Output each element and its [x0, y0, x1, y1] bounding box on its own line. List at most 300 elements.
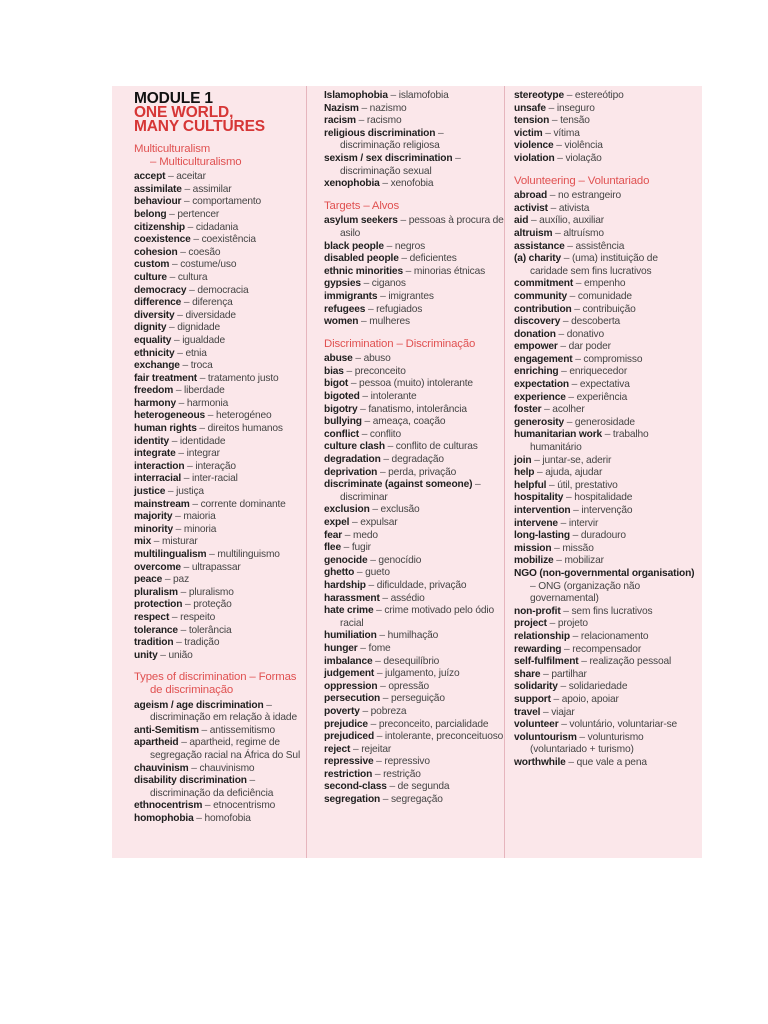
english-term: solidarity [514, 681, 558, 693]
dash-separator: – [383, 240, 395, 252]
english-term: exchange [134, 360, 180, 372]
portuguese-translation: heterogéneo [215, 410, 272, 422]
english-term: overcome [134, 561, 181, 573]
dash-separator: – [348, 378, 360, 390]
glossary-entry [514, 568, 698, 606]
english-term: diversity [134, 309, 175, 321]
english-term: Nazism [324, 102, 359, 114]
dash-separator: – [350, 743, 362, 755]
glossary-entry [514, 467, 698, 480]
dash-separator: – [561, 253, 572, 265]
glossary-entry [324, 266, 504, 279]
english-term: discriminate (against someone) [324, 479, 473, 491]
portuguese-translation: útil, prestativo [557, 479, 618, 491]
english-term: fair treatment [134, 372, 198, 384]
portuguese-translation: identidade [179, 435, 226, 447]
glossary-entry [324, 504, 504, 517]
dash-separator: – [181, 183, 193, 195]
portuguese-translation: intervenção [581, 505, 633, 516]
glossary-entry [514, 140, 698, 153]
portuguese-translation: genocídio [378, 554, 422, 566]
portuguese-translation: auxílio, auxiliar [539, 215, 605, 227]
dash-separator: – [402, 265, 414, 277]
glossary-entry [324, 215, 504, 240]
glossary-entry [324, 593, 504, 606]
dash-separator: – [359, 705, 371, 717]
portuguese-translation: experiência [576, 391, 628, 403]
glossary-entry [324, 769, 504, 782]
portuguese-translation: dificuldade, privação [376, 579, 467, 591]
english-term: donation [514, 328, 556, 340]
english-term: peace [134, 574, 163, 586]
column-3-list [514, 90, 698, 769]
english-term: accept [134, 171, 166, 183]
english-term: freedom [134, 385, 174, 397]
portuguese-translation: troca [190, 360, 213, 372]
column-2 [324, 90, 504, 858]
portuguese-translation: abuso [363, 353, 391, 365]
dash-separator: – [558, 366, 570, 378]
glossary-entry [514, 341, 698, 354]
portuguese-translation: minorias étnicas [413, 265, 486, 277]
portuguese-translation: recompensador [572, 643, 642, 655]
portuguese-translation: relacionamento [580, 630, 649, 642]
glossary-entry [514, 543, 698, 556]
section-heading-line: Multiculturalism [134, 143, 211, 155]
portuguese-translation: coexistência [201, 234, 256, 246]
glossary-entry [134, 196, 304, 209]
dash-separator: – [198, 724, 210, 736]
portuguese-translation: voluntário, voluntariar-se [569, 719, 678, 731]
dash-separator: – [352, 353, 364, 365]
dash-separator: – [549, 115, 561, 127]
dash-separator: – [555, 328, 567, 340]
glossary-entry [324, 115, 504, 128]
english-term: unsafe [514, 102, 546, 114]
column-1-list [134, 143, 304, 825]
english-term: bullying [324, 416, 362, 428]
glossary-entry [324, 316, 504, 329]
dash-separator: – [552, 227, 564, 239]
glossary-entry [514, 316, 698, 329]
dash-separator: – [573, 278, 584, 290]
dash-separator: – [181, 196, 193, 208]
dash-separator: – [151, 536, 162, 548]
dash-separator: – [202, 800, 214, 812]
glossary-entry [134, 524, 304, 537]
english-term: chauvinism [134, 762, 189, 774]
glossary-entry [134, 587, 304, 600]
portuguese-translation: tratamento justo [207, 372, 279, 384]
glossary-entry [514, 757, 698, 770]
glossary-entry [324, 467, 504, 480]
glossary-entry [324, 454, 504, 467]
portuguese-translation: dignidade [177, 322, 221, 334]
glossary-entry [324, 241, 504, 254]
dash-separator: – [397, 215, 409, 227]
dash-separator: – [452, 152, 461, 164]
glossary-entry [324, 416, 504, 429]
portuguese-translation: expulsar [360, 517, 398, 528]
english-term: generosity [514, 416, 565, 428]
english-term: ageism / age discrimination [134, 699, 264, 711]
portuguese-translation: intolerante, preconceituoso [384, 731, 504, 743]
dash-separator: – [557, 517, 569, 529]
english-term: protection [134, 599, 183, 611]
english-term: abroad [514, 190, 548, 202]
portuguese-translation: comportamento [192, 196, 262, 208]
english-term: non-profit [514, 605, 561, 617]
portuguese-translation: (uma) instituição de caridade sem fins lucrativos [530, 253, 658, 277]
english-term: repressive [324, 756, 374, 768]
column-3 [514, 90, 698, 858]
portuguese-translation: pertencer [177, 208, 220, 220]
portuguese-translation: diversidade [185, 309, 236, 321]
english-term: mobilize [514, 555, 554, 567]
glossary-entry [324, 366, 504, 379]
english-term: unity [134, 649, 158, 661]
glossary-entry [514, 354, 698, 367]
english-term: second-class [324, 781, 387, 793]
portuguese-translation: tensão [560, 115, 590, 127]
portuguese-translation: degradação [391, 454, 444, 466]
portuguese-translation: chauvinismo [199, 762, 255, 774]
glossary-entry [514, 644, 698, 657]
english-term: discovery [514, 316, 561, 328]
portuguese-translation: volunturismo (voluntariado + turismo) [530, 731, 644, 756]
english-term: empower [514, 341, 558, 353]
glossary-entry [324, 291, 504, 304]
glossary-entry [324, 253, 504, 266]
glossary-entry [514, 329, 698, 342]
english-term: altruism [514, 227, 553, 239]
portuguese-translation: multilinguismo [217, 549, 280, 560]
glossary-entry [514, 618, 698, 631]
glossary-entry [134, 813, 304, 826]
english-term: pluralism [134, 586, 178, 598]
section-heading-line: Discrimination – Discriminação [324, 337, 476, 350]
english-term: intervention [514, 505, 571, 516]
glossary-entry [514, 203, 698, 216]
english-term: voluntourism [514, 731, 577, 743]
dash-separator: – [546, 618, 558, 630]
glossary-entry [324, 605, 504, 630]
dash-separator: – [358, 102, 370, 114]
module-number: MODULE 1 [134, 90, 213, 107]
section-heading-line: – Multiculturalismo [150, 155, 242, 168]
glossary-entry [514, 455, 698, 468]
dash-separator: – [369, 504, 381, 516]
dash-separator: – [196, 423, 208, 435]
portuguese-translation: discriminação em relação à idade [150, 712, 297, 724]
portuguese-translation: integrar [186, 448, 220, 460]
portuguese-translation: ONG (organização não governamental) [530, 580, 640, 605]
portuguese-translation: respeito [180, 611, 216, 623]
glossary-entry [514, 228, 698, 241]
portuguese-translation: negros [394, 240, 426, 252]
glossary-entry [514, 681, 698, 694]
portuguese-translation: tradição [184, 637, 220, 649]
dash-separator: – [169, 259, 181, 271]
english-term: volunteer [514, 719, 559, 731]
portuguese-translation: ameaça, coação [372, 416, 446, 428]
glossary-entry [324, 441, 504, 454]
dash-separator: – [357, 642, 369, 654]
column-1 [134, 90, 304, 858]
portuguese-translation: gueto [365, 567, 390, 579]
dash-separator: – [547, 190, 558, 202]
english-term: activist [514, 202, 548, 214]
section-heading-line: Volunteering – Voluntariado [514, 174, 650, 187]
dash-separator: – [162, 574, 174, 586]
english-term: asylum seekers [324, 215, 398, 227]
glossary-entry [514, 518, 698, 531]
dash-separator: – [179, 360, 191, 372]
glossary-entry [324, 517, 504, 530]
dash-separator: – [380, 693, 391, 705]
portuguese-translation: missão [562, 542, 594, 554]
glossary-entry [134, 348, 304, 361]
english-term: homophobia [134, 812, 194, 824]
glossary-entry [134, 800, 304, 813]
portuguese-translation: ciganos [371, 278, 406, 290]
portuguese-translation: medo [352, 529, 378, 541]
english-term: difference [134, 297, 182, 309]
glossary-entry [324, 756, 504, 769]
glossary-entry [134, 222, 304, 235]
portuguese-translation: inter-racial [191, 473, 238, 485]
portuguese-translation: deficientes [409, 253, 457, 265]
glossary-entry [134, 209, 304, 222]
english-term: expel [324, 517, 350, 528]
dash-separator: – [182, 599, 194, 611]
glossary-entry [514, 732, 698, 757]
portuguese-translation: julgamento, juízo [385, 668, 460, 680]
glossary-entry [134, 335, 304, 348]
portuguese-translation: hospitalidade [574, 492, 633, 504]
dash-separator: – [528, 215, 540, 227]
english-term: bigoted [324, 391, 360, 403]
english-term: bigotry [324, 403, 358, 415]
glossary-page [112, 86, 702, 858]
dash-separator: – [169, 611, 181, 623]
dash-separator: – [372, 655, 384, 667]
english-term: restriction [324, 768, 373, 780]
glossary-entry [514, 304, 698, 317]
english-term: helpful [514, 479, 547, 491]
glossary-entry [324, 668, 504, 681]
portuguese-translation: assimilar [192, 183, 232, 195]
glossary-entry [324, 781, 504, 794]
portuguese-translation: humilhação [387, 630, 439, 642]
dash-separator: – [205, 410, 216, 422]
glossary-entry [134, 448, 304, 461]
dash-separator: – [534, 467, 546, 479]
glossary-entry [134, 473, 304, 486]
glossary-entry [324, 693, 504, 706]
portuguese-translation: ultrapassar [191, 561, 241, 573]
portuguese-translation: apartheid, regime de segregação racial na África do Sul [150, 737, 301, 761]
glossary-entry [134, 562, 304, 575]
glossary-entry [134, 184, 304, 197]
dash-separator: – [373, 756, 385, 768]
glossary-entry [324, 90, 504, 103]
glossary-entry [514, 278, 698, 291]
glossary-entry [514, 694, 698, 707]
portuguese-translation: inseguro [556, 102, 595, 114]
english-term: humanitarian work [514, 429, 603, 441]
portuguese-translation: refugiados [376, 303, 423, 315]
dash-separator: – [373, 605, 385, 617]
dash-separator: – [379, 178, 391, 190]
portuguese-translation: violência [564, 140, 603, 152]
english-term: project [514, 618, 547, 630]
portuguese-translation: que vale a pena [576, 756, 647, 768]
glossary-entry [514, 291, 698, 304]
dash-separator: – [571, 303, 583, 315]
glossary-entry [514, 392, 698, 405]
english-term: fear [324, 529, 343, 541]
dash-separator: – [193, 812, 205, 824]
dash-separator: – [166, 271, 178, 283]
dash-separator: – [377, 290, 389, 302]
portuguese-translation: sem fins lucrativos [571, 605, 653, 617]
dash-separator: – [197, 372, 208, 384]
portuguese-translation: assistência [575, 240, 625, 252]
portuguese-translation: mobilizar [564, 555, 604, 567]
module-header [134, 92, 304, 134]
dash-separator: – [561, 643, 573, 655]
dash-separator: – [374, 731, 385, 743]
glossary-entry [324, 128, 504, 153]
glossary-entry [514, 555, 698, 568]
module-title-line-2: MANY CULTURES [134, 118, 265, 135]
english-term: rewarding [514, 643, 562, 655]
glossary-entry [324, 479, 504, 504]
dash-separator: – [365, 303, 377, 315]
english-term: deprivation [324, 466, 378, 478]
english-term: interracial [134, 473, 182, 485]
dash-separator: – [435, 127, 444, 139]
dash-separator: – [174, 347, 186, 359]
english-term: exclusion [324, 504, 370, 516]
dash-separator: – [186, 284, 198, 296]
english-term: degradation [324, 454, 381, 466]
glossary-entry [134, 385, 304, 398]
english-term: humiliation [324, 630, 377, 642]
english-term: Islamophobia [324, 90, 388, 101]
english-term: harmony [134, 397, 176, 409]
dash-separator: – [377, 680, 389, 692]
english-term: disability discrimination [134, 775, 247, 787]
dash-separator: – [174, 309, 186, 321]
portuguese-translation: crime motivado pelo ódio racial [340, 605, 495, 629]
english-term: equality [134, 334, 172, 346]
portuguese-translation: paz [173, 574, 190, 586]
glossary-entry [324, 378, 504, 391]
portuguese-translation: viajar [551, 706, 575, 718]
dash-separator: – [175, 448, 187, 460]
english-term: support [514, 693, 551, 705]
glossary-entry [134, 398, 304, 411]
dash-separator: – [602, 429, 613, 441]
glossary-entry [134, 511, 304, 524]
portuguese-translation: fanatismo, intolerância [368, 403, 467, 415]
dash-separator: – [384, 441, 396, 453]
english-term: violence [514, 140, 554, 152]
portuguese-translation: intervir [568, 517, 599, 529]
glossary-entry [514, 606, 698, 619]
dash-separator: – [560, 316, 572, 328]
glossary-entry [514, 215, 698, 228]
glossary-entry [514, 669, 698, 682]
english-term: oppression [324, 680, 378, 692]
dash-separator: – [376, 630, 388, 642]
english-term: disabled people [324, 253, 399, 265]
portuguese-translation: generosidade [574, 416, 635, 428]
glossary-entry [324, 530, 504, 543]
dash-separator: – [184, 460, 196, 472]
portuguese-translation: juntar-se, aderir [542, 454, 612, 466]
dash-separator: – [564, 90, 575, 101]
english-term: ethnic minorities [324, 265, 403, 277]
portuguese-translation: ativista [558, 202, 590, 214]
english-term: sexism / sex discrimination [324, 152, 453, 164]
dash-separator: – [165, 486, 177, 498]
dash-separator: – [349, 517, 361, 528]
english-term: segregation [324, 794, 381, 806]
glossary-entry [324, 580, 504, 593]
english-term: black people [324, 240, 384, 252]
english-term: ethnocentrism [134, 800, 203, 812]
dash-separator: – [173, 523, 184, 535]
english-term: (a) charity [514, 253, 562, 265]
dash-separator: – [246, 775, 256, 787]
glossary-entry [134, 461, 304, 474]
english-term: identity [134, 435, 170, 447]
dash-separator: – [550, 693, 562, 705]
portuguese-translation: duradouro [580, 530, 626, 542]
portuguese-translation: democracia [197, 284, 249, 296]
english-term: anti-Semitism [134, 724, 199, 736]
dash-separator: – [531, 454, 543, 466]
dash-separator: – [380, 454, 392, 466]
portuguese-translation: opressão [388, 680, 430, 692]
english-term: hardship [324, 579, 366, 591]
portuguese-translation: conflito [369, 428, 402, 440]
dash-separator: – [177, 624, 189, 636]
glossary-entry [134, 423, 304, 436]
glossary-entry [324, 681, 504, 694]
english-term: assistance [514, 240, 565, 252]
dash-separator: – [180, 561, 192, 573]
english-term: tradition [134, 637, 174, 649]
portuguese-translation: minoria [183, 523, 217, 535]
glossary-entry [514, 707, 698, 720]
dash-separator: – [570, 505, 582, 516]
portuguese-translation: interação [195, 460, 236, 472]
portuguese-translation: fugir [351, 542, 371, 554]
dash-separator: – [185, 221, 196, 233]
portuguese-translation: repressivo [384, 756, 430, 768]
glossary-entry [324, 429, 504, 442]
portuguese-translation: partilhar [551, 668, 587, 680]
dash-separator: – [565, 391, 577, 403]
glossary-entry [324, 643, 504, 656]
english-term: join [514, 454, 532, 466]
portuguese-translation: trabalho humanitário [530, 429, 649, 454]
english-term: mission [514, 542, 552, 554]
